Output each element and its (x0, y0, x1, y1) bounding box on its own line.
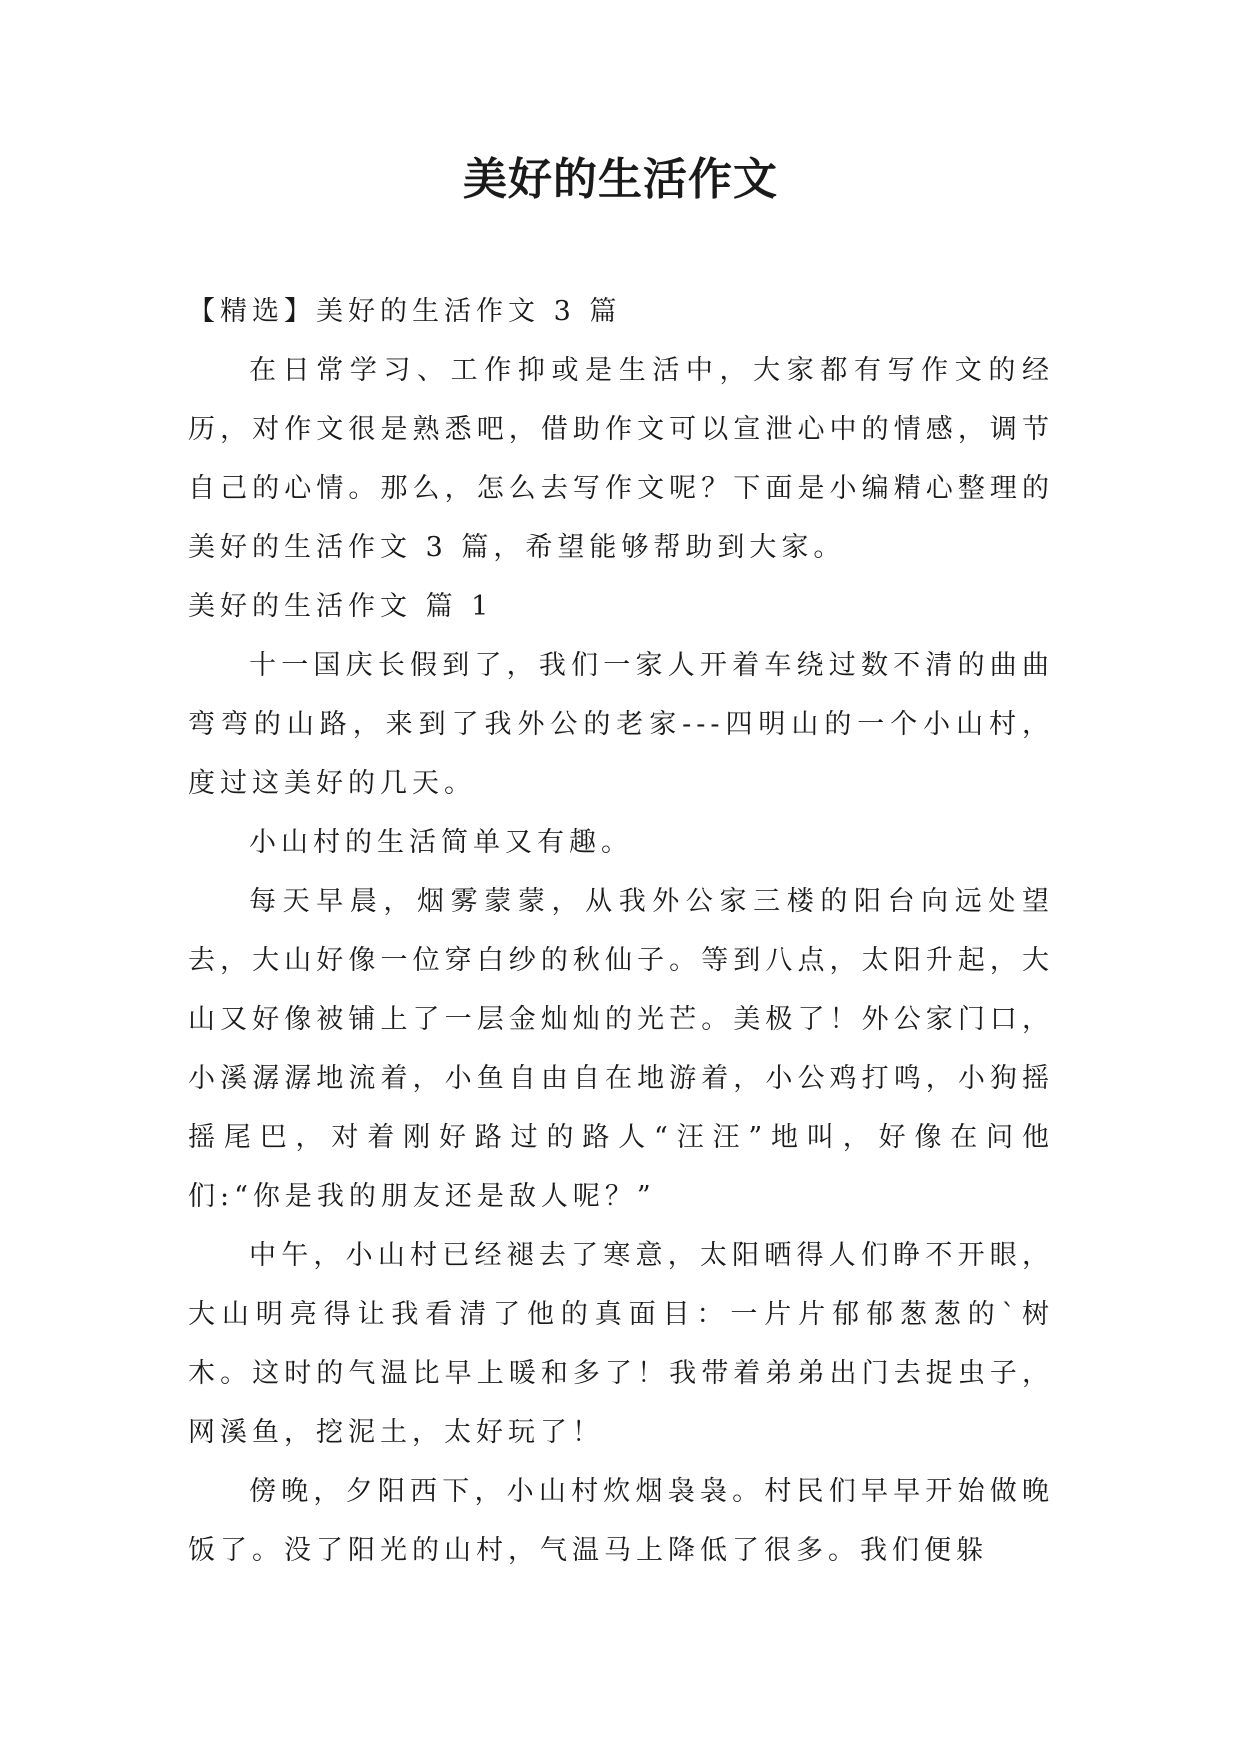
subtitle: 【精选】美好的生活作文 3 篇 (188, 296, 622, 327)
body-paragraph: 小山村的生活简单又有趣。 (249, 827, 633, 858)
body-paragraph: 中午，小山村已经褪去了寒意，太阳晒得人们睁不开眼，大山明亮得让我看清了他的真面目：一片片郁郁葱葱的`树木。这时的气温比早上暖和多了！我带着弟弟出门去捉虫子，网溪鱼，挖泥土，太好玩了！ (188, 1240, 1054, 1448)
body-paragraph: 十一国庆长假到了，我们一家人开着车绕过数不清的曲曲弯弯的山路，来到了我外公的老家---四明山的一个小山村，度过这美好的几天。 (188, 650, 1054, 799)
document-body (188, 282, 1054, 1580)
document-title: 美好的生活作文 (463, 154, 778, 205)
intro-paragraph: 在日常学习、工作抑或是生活中，大家都有写作文的经历，对作文很是熟悉吧，借助作文可以宣泄心中的情感，调节自己的心情。那么，怎么去写作文呢？下面是小编精心整理的美好的生活作文 3 篇，希望能够帮助到大家。 (188, 355, 1054, 563)
body-paragraph: 傍晚，夕阳西下，小山村炊烟袅袅。村民们早早开始做晚饭了。没了阳光的山村，气温马上降低了很多。我们便躲 (188, 1476, 1054, 1566)
body-paragraph: 每天早晨，烟雾蒙蒙，从我外公家三楼的阳台向远处望去，大山好像一位穿白纱的秋仙子。等到八点，太阳升起，大山又好像被铺上了一层金灿灿的光芒。美极了！外公家门口，小溪潺潺地流着，小鱼自由自在地游着，小公鸡打鸣，小狗摇摇尾巴，对着刚好路过的路人“汪汪”地叫，好像在问他们:“你是我的朋友还是敌人呢？” (188, 886, 1054, 1212)
section-heading: 美好的生活作文 篇 1 (188, 591, 494, 622)
